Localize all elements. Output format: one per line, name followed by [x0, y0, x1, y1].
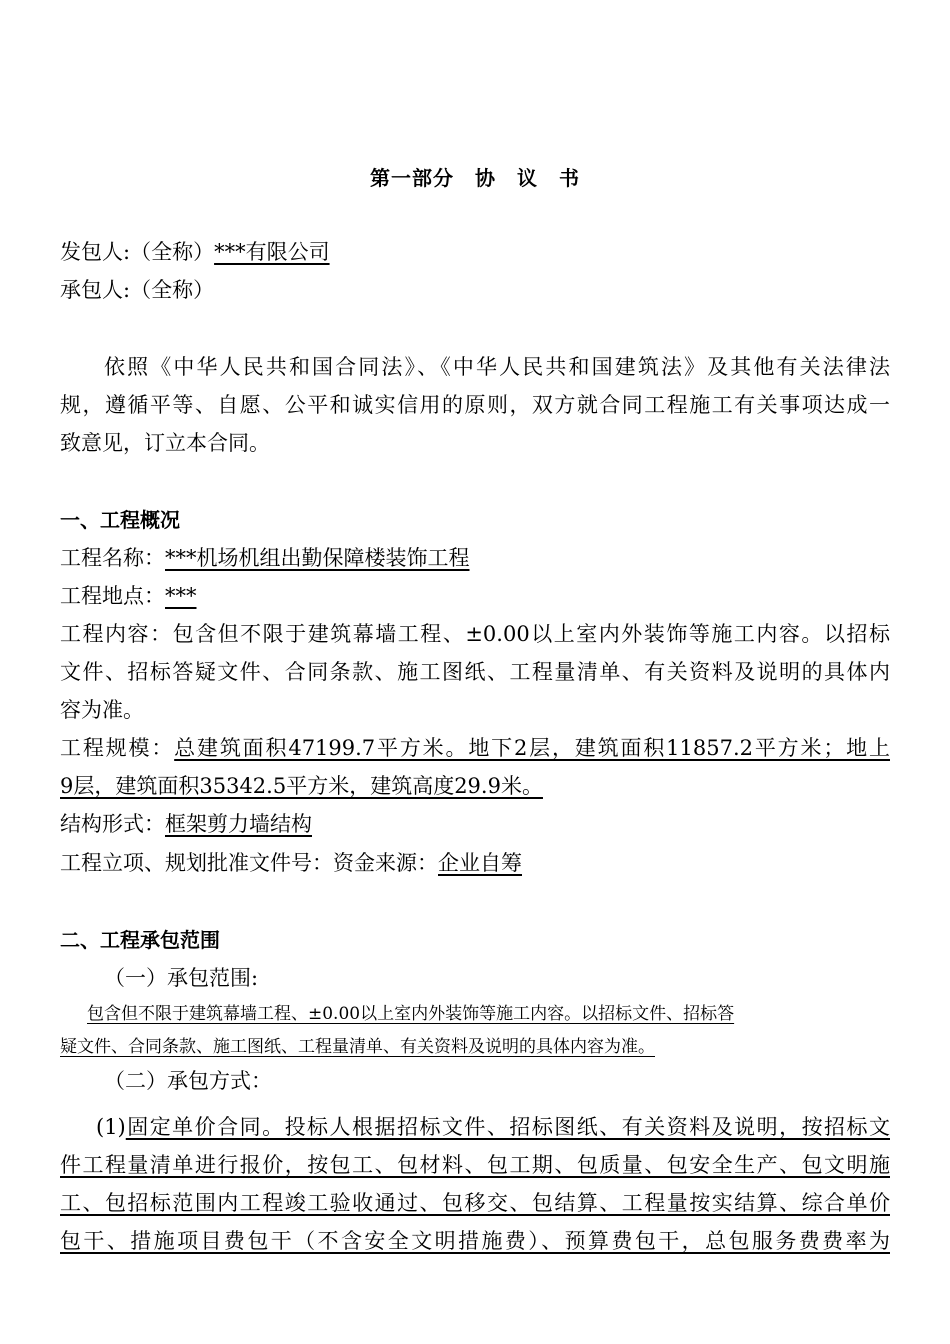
project-scale-line-2: [60, 771, 543, 801]
project-location-value: ***: [165, 584, 197, 608]
method-line-3: 工、包招标范围内工程竣工验收通过、包移交、包结算、工程量按实结算、综合单价: [60, 1191, 890, 1215]
approval-value: 企业自筹: [438, 851, 522, 875]
method-prefix: (1): [96, 1115, 126, 1139]
scope-label: （一）承包范围:: [104, 966, 259, 990]
employer-name: ***有限公司: [214, 240, 330, 264]
project-scale-value-1: 总建筑面积47199.7平方米。地下2层，建筑面积11857.2平方米；地上: [174, 736, 890, 760]
approval-label: 工程立项、规划批准文件号：资金来源：: [60, 851, 438, 875]
method-line-4: 包干、措施项目费包干（不含安全文明措施费）、预算费包干，总包服务费费率为: [60, 1229, 890, 1253]
section2-heading: 二、工程承包范围: [60, 928, 220, 952]
structure-line: [60, 809, 312, 839]
scope-line-1: 包含但不限于建筑幕墙工程、±0.00以上室内外装饰等施工内容。以招标文件、招标答: [87, 1004, 735, 1024]
project-location-label: 工程地点：: [60, 584, 165, 608]
structure-label: 结构形式：: [60, 812, 165, 836]
project-content-line-3: 容为准。: [60, 698, 144, 722]
project-name-value: ***机场机组出勤保障楼装饰工程: [165, 546, 470, 570]
contractor-line: 承包人:（全称）: [60, 278, 215, 302]
preamble-line-1: 依照《中华人民共和国合同法》、《中华人民共和国建筑法》及其他有关法律法: [104, 355, 890, 379]
project-name-line: [60, 543, 470, 573]
preamble-line-3: 致意见，订立本合同。: [60, 431, 270, 455]
project-content-line-2: 文件、招标答疑文件、合同条款、施工图纸、工程量清单、有关资料及说明的具体内: [60, 660, 890, 684]
project-scale-line-1: [60, 733, 890, 763]
method-label: （二）承包方式：: [104, 1069, 272, 1093]
method-line-2: 件工程量清单进行报价，按包工、包材料、包工期、包质量、包安全生产、包文明施: [60, 1153, 890, 1177]
preamble-line-2: 规，遵循平等、自愿、公平和诚实信用的原则，双方就合同工程施工有关事项达成一: [60, 393, 890, 417]
employer-label: 发包人:（全称）: [60, 240, 215, 264]
project-location-line: [60, 581, 197, 611]
structure-value: 框架剪力墙结构: [165, 812, 312, 836]
project-scale-label: 工程规模：: [60, 736, 175, 760]
approval-line: [60, 848, 522, 878]
project-scale-value-2: 9层，建筑面积35342.5平方米，建筑高度29.9米。: [60, 774, 543, 798]
method-text-1: 固定单价合同。投标人根据招标文件、招标图纸、有关资料及说明，按招标文: [125, 1115, 890, 1139]
project-content-line-1: 工程内容：包含但不限于建筑幕墙工程、±0.00以上室内外装饰等施工内容。以招标: [60, 622, 890, 646]
section1-heading: 一、工程概况: [60, 508, 180, 532]
employer-line: [60, 237, 330, 267]
project-name-label: 工程名称：: [60, 546, 165, 570]
page-title: 第一部分 协 议 书: [370, 166, 580, 190]
method-line-1: [96, 1112, 890, 1142]
scope-line-2: 疑文件、合同条款、施工图纸、工程量清单、有关资料及说明的具体内容为准。: [60, 1037, 655, 1057]
